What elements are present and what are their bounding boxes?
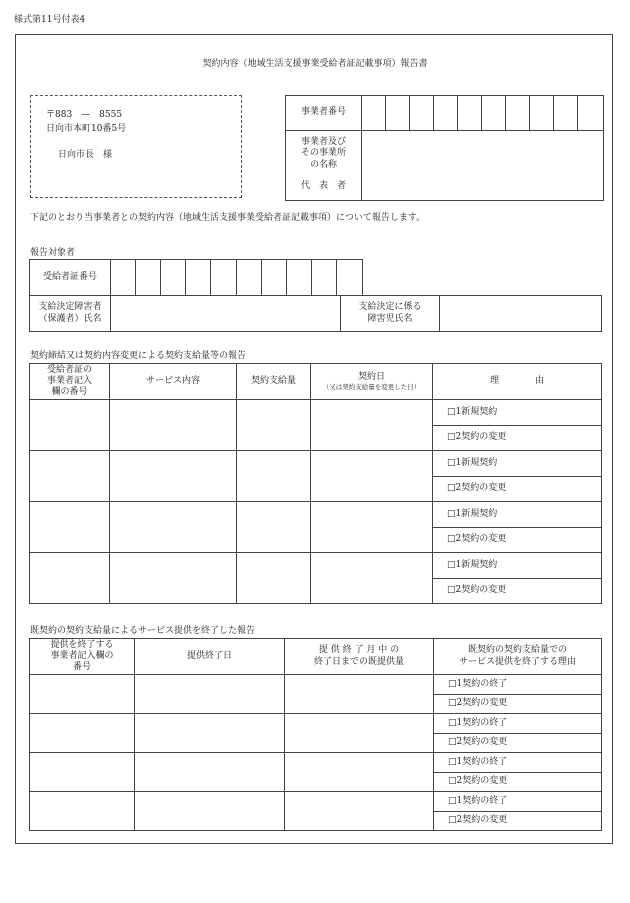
operator-number-digit[interactable] [410,96,434,131]
operator-number-digit[interactable] [362,96,386,131]
end-date-cell[interactable] [135,675,285,714]
operator-number-digit[interactable] [530,96,554,131]
entry-number-cell[interactable] [30,400,110,451]
form-id: 様式第11号付表4 [14,15,86,25]
contract-date-cell[interactable] [311,502,433,553]
reason-new-contract[interactable]: □1新規契約 [433,451,602,477]
cert-number-digit[interactable] [312,260,337,296]
amount-cell[interactable] [237,400,311,451]
col-end-date: 提供終了日 [135,639,285,675]
operator-number-digit[interactable] [458,96,482,131]
cert-number-digit[interactable] [237,260,262,296]
operator-number-digit[interactable] [434,96,458,131]
service-cell[interactable] [110,451,237,502]
guardian-name-label: 支給決定障害者 （保護者）氏名 [30,296,111,332]
entry-number-cell[interactable] [30,553,110,604]
postal-code: 〒883 — 8555 [46,110,123,120]
child-name-label: 支給決定に係る 障害児氏名 [341,296,440,332]
col-reason: 理 由 [433,364,602,400]
contract-date-cell[interactable] [311,451,433,502]
col-amount: 契約支給量 [237,364,311,400]
col-contract-date [311,364,433,400]
reason-new-contract[interactable]: □1新規契約 [433,502,602,528]
col-entry-number: 受給者証の 事業者記入 欄の番号 [30,364,110,400]
operator-number-label: 事業者番号 [286,96,362,131]
reason-contract-change[interactable]: □2契約の変更 [433,528,602,553]
provided-amount-cell[interactable] [285,714,434,753]
cert-number-digit[interactable] [186,260,211,296]
cert-number-digit[interactable] [161,260,186,296]
end-date-cell[interactable] [135,792,285,831]
col-end-entry-number: 提供を終了する 事業者記入欄の 番号 [30,639,135,675]
contract-date-label: 契約日 [357,371,385,382]
service-cell[interactable] [110,553,237,604]
cert-number-label: 受給者証番号 [30,260,111,296]
reason-contract-end[interactable]: □1契約の終了 [434,675,602,695]
end-report-table [29,638,602,831]
reason-contract-change[interactable]: □2契約の変更 [434,734,602,753]
end-entry-number-cell[interactable] [30,753,135,792]
entry-number-cell[interactable] [30,451,110,502]
reason-contract-change[interactable]: □2契約の変更 [434,773,602,792]
child-name-field[interactable] [440,296,602,332]
contract-report-table [29,363,602,604]
operator-number-digit[interactable] [506,96,530,131]
contract-date-cell[interactable] [311,400,433,451]
guardian-name-field[interactable] [111,296,341,332]
amount-cell[interactable] [237,502,311,553]
street-address: 日向市本町10番5号 [46,124,127,134]
operator-number-digit[interactable] [386,96,410,131]
end-date-cell[interactable] [135,714,285,753]
representative-label: 代 表 者 [300,180,346,191]
col-end-reason: 既契約の契約支給量での サービス提供を終了する理由 [434,639,602,675]
recipient: 日向市長 様 [58,150,113,160]
end-entry-number-cell[interactable] [30,714,135,753]
reason-new-contract[interactable]: □1新規契約 [433,400,602,426]
amount-cell[interactable] [237,451,311,502]
intro-text: 下記のとおり当事業者との契約内容（地域生活支援事業受給者証記載事項）について報告します。 [30,213,426,223]
service-cell[interactable] [110,400,237,451]
reason-contract-change[interactable]: □2契約の変更 [434,695,602,714]
names-table [29,295,602,332]
col-service: サービス内容 [110,364,237,400]
entry-number-cell[interactable] [30,502,110,553]
reason-contract-change[interactable]: □2契約の変更 [433,579,602,604]
end-entry-number-cell[interactable] [30,792,135,831]
reason-contract-end[interactable]: □1契約の終了 [434,714,602,734]
cert-number-digit[interactable] [211,260,237,296]
cert-number-digit[interactable] [287,260,312,296]
provided-amount-cell[interactable] [285,792,434,831]
cert-number-digit[interactable] [111,260,136,296]
end-entry-number-cell[interactable] [30,675,135,714]
reason-contract-change[interactable]: □2契約の変更 [434,812,602,831]
operator-number-digit[interactable] [554,96,578,131]
reason-contract-end[interactable]: □1契約の終了 [434,753,602,773]
reason-contract-end[interactable]: □1契約の終了 [434,792,602,812]
contract-date-note: （又は契約支給量を変更した日） [322,383,421,392]
provided-amount-cell[interactable] [285,675,434,714]
cert-table [29,259,363,296]
service-cell[interactable] [110,502,237,553]
amount-cell[interactable] [237,553,311,604]
cert-number-digit[interactable] [337,260,363,296]
operator-name-label: 事業者及び その事業所 の名称 [300,137,346,170]
cert-number-digit[interactable] [262,260,287,296]
operator-name-field[interactable] [362,131,604,201]
operator-number-digit[interactable] [482,96,506,131]
end-report-heading: 既契約の契約支給量によるサービス提供を終了した報告 [30,626,256,636]
page-title: 契約内容（地域生活支援事業受給者証記載事項）報告書 [202,59,428,69]
cert-number-digit[interactable] [136,260,161,296]
provided-amount-cell[interactable] [285,753,434,792]
contract-report-heading: 契約締結又は契約内容変更による契約支給量等の報告 [30,351,247,361]
operator-number-digit[interactable] [578,96,604,131]
contract-date-cell[interactable] [311,553,433,604]
reason-contract-change[interactable]: □2契約の変更 [433,477,602,502]
subject-heading: 報告対象者 [30,248,76,258]
reason-contract-change[interactable]: □2契約の変更 [433,426,602,451]
operator-table [285,95,604,201]
operator-name-cell [286,131,362,201]
reason-new-contract[interactable]: □1新規契約 [433,553,602,579]
col-provided-amount: 提 供 終 了 月 中 の 終了日までの既提供量 [285,639,434,675]
end-date-cell[interactable] [135,753,285,792]
